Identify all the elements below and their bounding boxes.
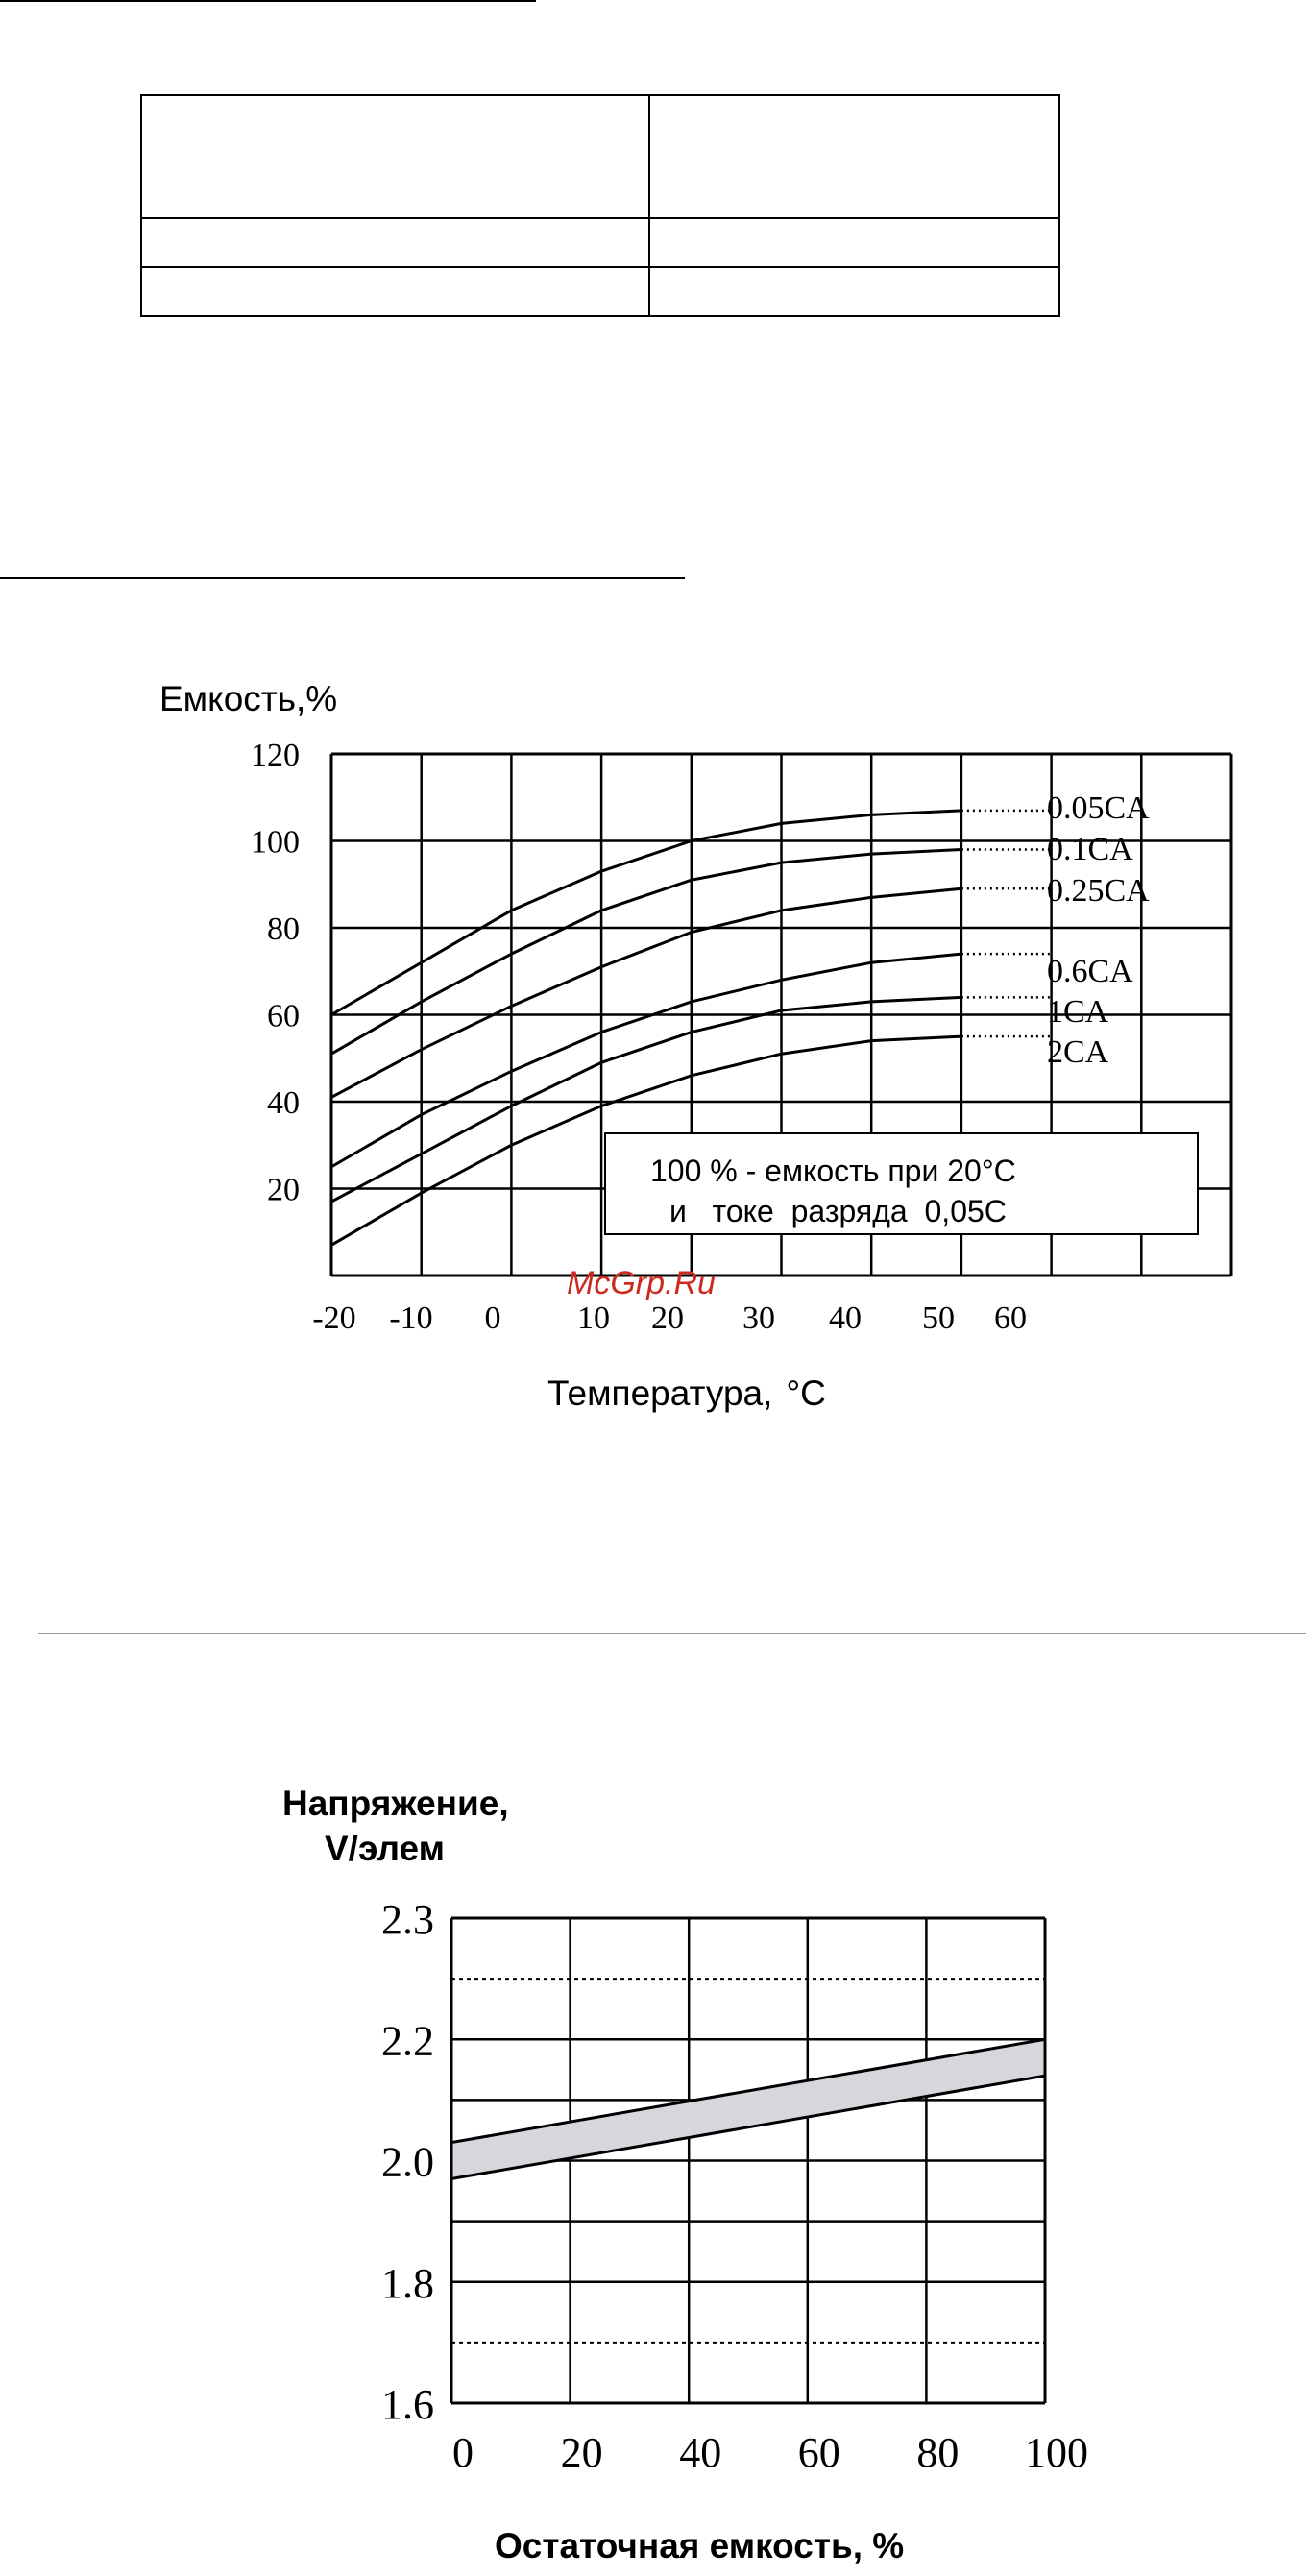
x-tick-label: 20 [560,2429,603,2476]
voltage-capacity-chart [0,1767,1313,2576]
series-label: 1CA [1047,994,1109,1030]
table-row [141,218,1059,267]
x-tick-label: 30 [742,1300,775,1336]
table-cell [141,218,649,267]
series-label: 0.05CA [1047,790,1150,826]
top-rule [0,0,536,2]
section-rule-2 [38,1633,1306,1634]
series-label: 2CA [1047,1034,1109,1070]
series-label: 0.1CA [1047,832,1133,867]
note-line-2: и токе разряда 0,05С [669,1194,1007,1228]
chart1-note-box [605,1133,1198,1234]
y-tick-label: 2.3 [381,1896,434,1943]
y-tick-label: 60 [267,998,300,1034]
series-line-0.25CA [331,888,961,1097]
x-tick-label: -20 [312,1300,356,1336]
chart2-y-axis-label-line2: V/элем [325,1829,445,1868]
x-tick-label: 20 [651,1300,684,1336]
x-axis-unit: °C [786,1373,826,1413]
chart2-voltage-band [451,2039,1045,2178]
x-tick-label: 80 [916,2429,960,2476]
series-label: 0.6CA [1047,954,1133,989]
note-line-1: 100 % - емкость при 20°C [650,1154,1016,1188]
chart1-x-tick-labels [312,1300,1027,1336]
watermark: McGrp.Ru [567,1265,716,1301]
voltage-band [451,2039,1045,2178]
table-cell [141,95,649,218]
y-tick-label: 2.2 [381,2017,434,2065]
x-tick-label: 40 [679,2429,722,2476]
x-tick-label: 60 [994,1300,1027,1336]
x-tick-label: 0 [452,2429,474,2476]
y-tick-label: 20 [267,1172,300,1208]
series-line-0.1CA [331,850,961,1055]
x-tick-label: 50 [922,1300,955,1336]
y-tick-label: 1.6 [381,2381,434,2428]
chart1-y-axis-label: Емкость,% [159,679,338,718]
x-tick-label: 10 [577,1300,610,1336]
table-cell [649,267,1059,316]
section-rule-1 [0,577,685,579]
note-degree-unit: °C [981,1154,1016,1188]
table-cell [649,218,1059,267]
y-tick-label: 1.8 [381,2259,434,2307]
y-tick-label: 100 [251,824,300,861]
x-tick-label: 100 [1025,2429,1088,2476]
table-row [141,95,1059,218]
chart1-series-labels [1047,790,1150,1070]
capacity-temperature-chart [0,634,1313,1441]
chart2-x-axis-label: Остаточная емкость, % [495,2526,905,2565]
series-label: 0.25CA [1047,873,1150,909]
chart2-y-axis-label-line1: Напряжение, [282,1784,509,1823]
y-tick-label: 40 [267,1085,300,1121]
table-cell [141,267,649,316]
x-tick-label: 40 [829,1300,862,1336]
x-tick-label: -10 [389,1300,433,1336]
chart1-x-axis-label: Температура, °C [547,1373,826,1413]
table-cell [649,95,1059,218]
y-tick-label: 120 [251,738,300,773]
table-row [141,267,1059,316]
y-tick-label: 80 [267,911,300,947]
x-tick-label: 0 [484,1300,501,1336]
chart1-y-tick-labels [251,738,300,1208]
x-tick-label: 60 [797,2429,840,2476]
chart2-y-tick-labels [381,1896,434,2428]
chart2-x-tick-labels [452,2429,1088,2476]
blank-table [140,94,1060,317]
y-tick-label: 2.0 [381,2138,434,2186]
